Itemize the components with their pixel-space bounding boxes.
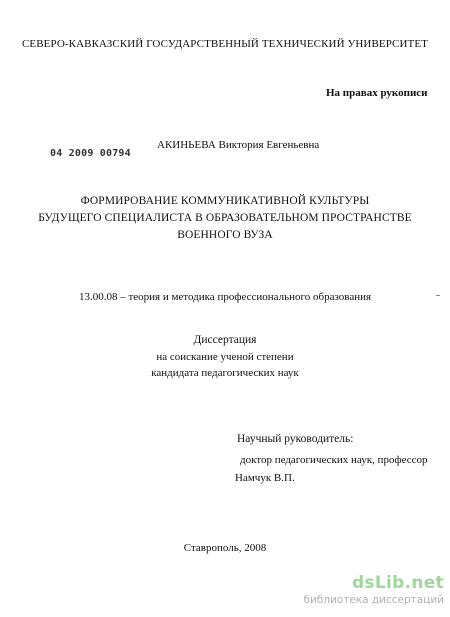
specialty-code: 13.00.08 – теория и методика профессионального образования: [78, 291, 372, 303]
manuscript-note: На правах рукописи: [326, 87, 428, 99]
supervisor-label: Научный руководитель:: [237, 433, 354, 445]
watermark-logo: dsLib.net: [351, 573, 444, 593]
watermark-subtitle: библиотека диссертаций: [303, 594, 444, 606]
university-name: СЕВЕРО-КАВКАЗСКИЙ ГОСУДАРСТВЕННЫЙ ТЕХНИЧЕСКИЙ УНИВЕРСИТЕТ: [21, 38, 428, 50]
author-name: АКИНЬЕВА Виктория Евгеньевна: [157, 139, 320, 151]
catalog-stamp: 04 2009 00794: [50, 148, 131, 159]
dissertation-purpose: на соискание ученой степени: [156, 351, 294, 363]
supervisor-title: доктор педагогических наук, профессор: [240, 454, 428, 466]
thesis-title-line-2: БУДУЩЕГО СПЕЦИАЛИСТА В ОБРАЗОВАТЕЛЬНОМ ПРОСТРАНСТВЕ: [38, 212, 412, 224]
thesis-title-line-3: ВОЕННОГО ВУЗА: [177, 229, 273, 241]
supervisor-name: Намчук В.П.: [235, 472, 295, 484]
dissertation-degree: кандидата педагогических наук: [151, 367, 299, 379]
thesis-title-line-1: ФОРМИРОВАНИЕ КОММУНИКАТИВНОЙ КУЛЬТУРЫ: [80, 195, 370, 207]
city-year: Ставрополь, 2008: [183, 542, 267, 554]
dslib-watermark: [303, 574, 444, 607]
dissertation-label: Диссертация: [193, 334, 257, 346]
margin-mark: [436, 295, 440, 296]
